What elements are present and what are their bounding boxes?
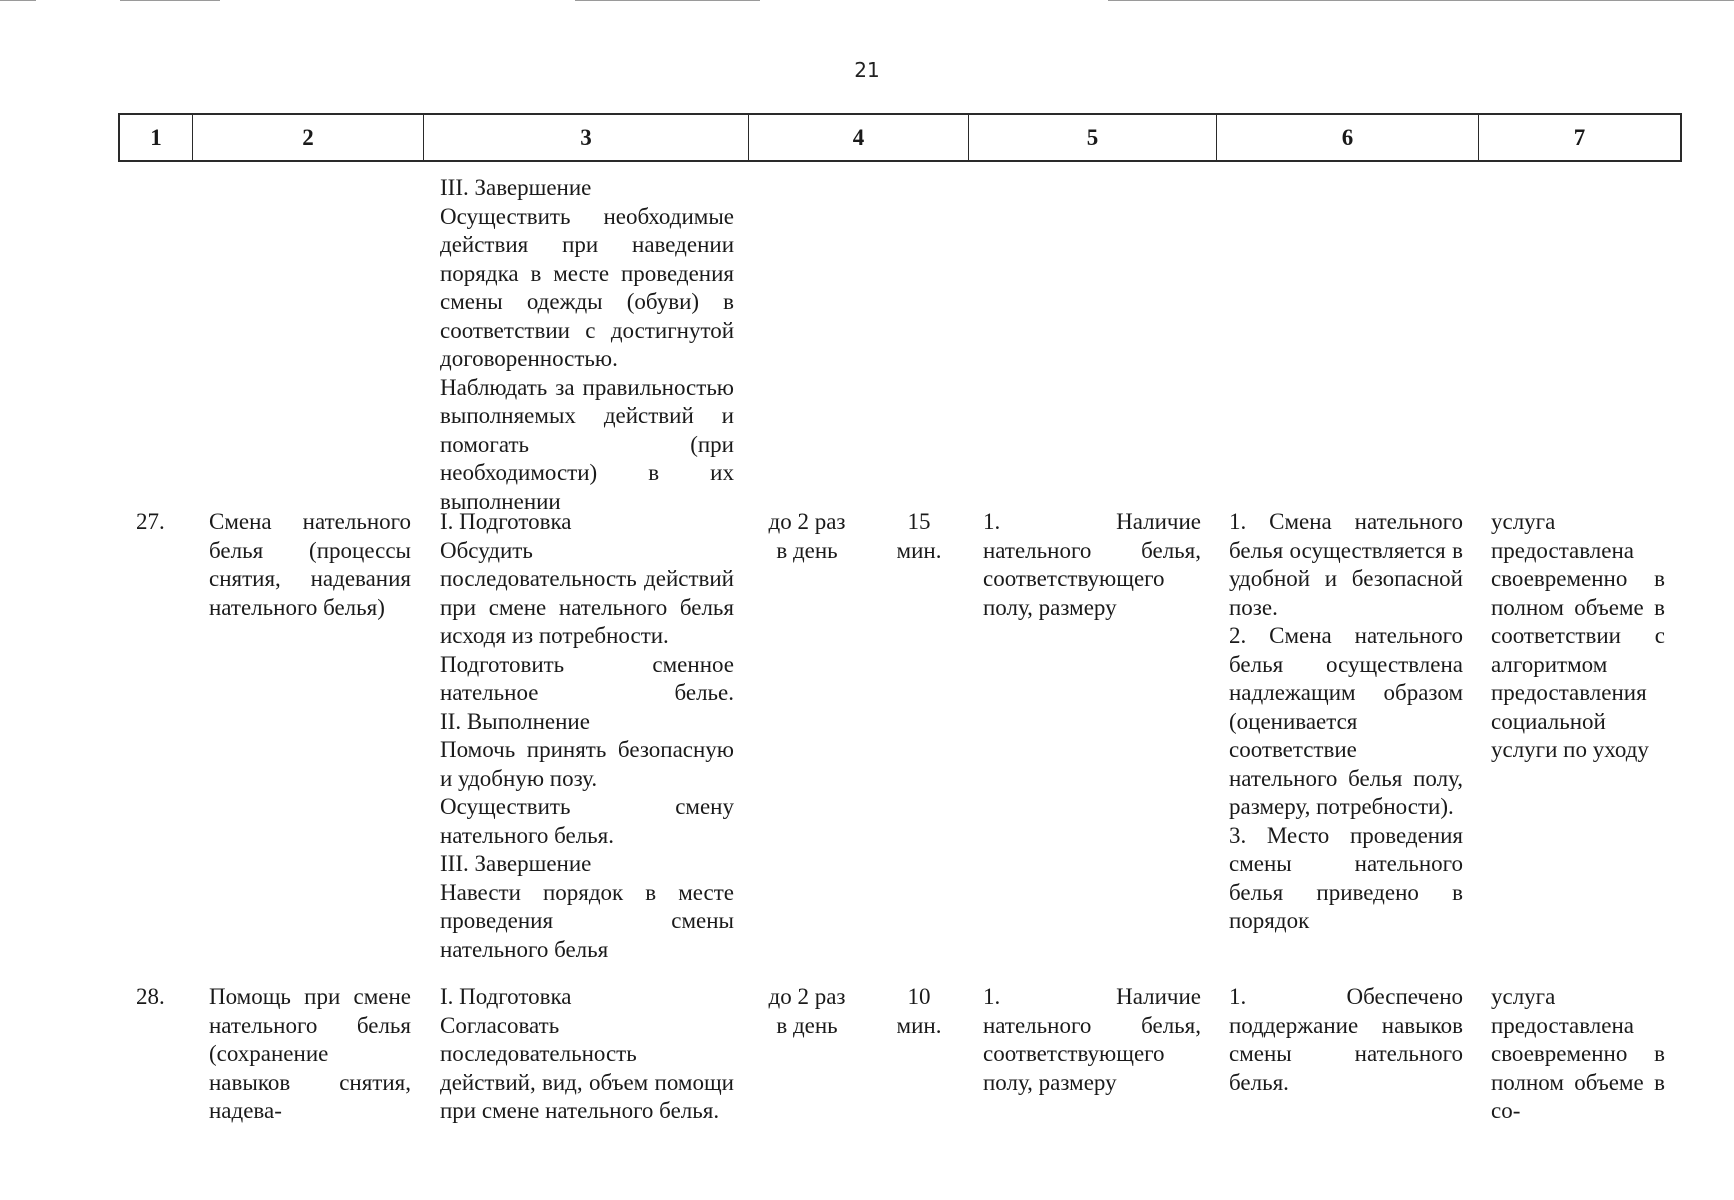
quality-item: 2. Смена нательного белья осуществлена надлежащим образом (оценивается соответствие нательного белья полу, размеру, потребности). (1229, 623, 1463, 819)
column-header-6: 6 (1217, 115, 1479, 160)
row-number: 28. (136, 984, 165, 1009)
step-heading: I. Подготовка (440, 509, 572, 534)
quality-item: 1. Смена нательного белья осуществляется в удобной и безопасной позе. (1229, 509, 1463, 620)
quality-item: 1. Обеспечено поддержание навыков смены нательного белья. (1229, 984, 1463, 1095)
column-header-4: 4 (749, 115, 969, 160)
duration-unit: мин. (896, 537, 942, 563)
column-header-7: 7 (1573, 124, 1586, 150)
column-header-5: 5 (969, 115, 1217, 160)
service-steps (440, 508, 734, 964)
column-header-1: 1 (120, 115, 193, 160)
step-text: Подготовить сменное нательное белье. (440, 651, 734, 705)
duration-value: 10 (907, 984, 931, 1009)
step-heading: II. Выполнение (440, 708, 590, 734)
scan-edge-line (0, 0, 36, 1)
step-text: Помочь принять безопасную и удобную позу. (440, 737, 734, 791)
frequency-line: до 2 раз (768, 984, 846, 1009)
step-text: Наблюдать за правильностью выполняемых действий и помогать (при необходимости) в их выполнении (440, 374, 734, 514)
row-number: 27. (136, 509, 165, 534)
service-result: услуга предоставлена своевременно в полном объеме в со- (1491, 984, 1665, 1123)
step-heading: III. Завершение (440, 851, 592, 876)
step-heading: I. Подготовка (440, 984, 572, 1009)
frequency-line: в день (776, 537, 838, 563)
duration (884, 983, 954, 1040)
service-conditions: 1. Наличие нательного белья, соответствующего полу, размеру (983, 509, 1201, 620)
frequency (760, 983, 854, 1040)
column-header-2: 2 (193, 115, 424, 160)
scan-edge-line (575, 0, 760, 1)
step-text: Навести порядок в месте проведения смены нательного белья (440, 879, 734, 962)
table-header-row (118, 113, 1682, 162)
quality-item: 3. Место проведения смены нательного белья приведено в порядок (1229, 822, 1463, 933)
quality-indicators (1229, 983, 1463, 1097)
duration-unit: мин. (896, 1012, 942, 1038)
frequency-line: до 2 раз (768, 509, 846, 534)
step-text: Согласовать последовательность действий, вид, объем помощи при смене нательного белья. (440, 1012, 734, 1123)
step-text: Осуществить необходимые действия при наведении порядка в месте проведения смены одежды (обуви) в соответствии с достигнутой договоренностью. (440, 203, 734, 371)
column-header-3: 3 (424, 115, 749, 160)
scan-edge-line (120, 0, 220, 1)
service-result: услуга предоставлена своевременно в полном объеме в соответствии с алгоритмом предоставления социальной услуги по уходу (1491, 509, 1665, 762)
scan-edge-line (1108, 0, 1734, 1)
service-steps (440, 983, 734, 1126)
continuation-steps (440, 174, 734, 516)
step-text: Обсудить последовательность действий при смене нательного белья исходя из потребности. (440, 537, 734, 648)
service-name: Помощь при смене нательного белья (сохранение навыков снятия, надева- (209, 984, 411, 1123)
page-number: 21 (854, 58, 880, 82)
frequency (760, 508, 854, 565)
frequency-line: в день (776, 1012, 838, 1038)
step-text: Осуществить смену нательного белья. (440, 794, 734, 848)
step-heading: III. Завершение (440, 175, 592, 200)
quality-indicators (1229, 508, 1463, 936)
service-name: Смена нательного белья (процессы снятия, надевания нательного белья) (209, 509, 411, 620)
service-conditions: 1. Наличие нательного белья, соответствующего полу, размеру (983, 984, 1201, 1095)
duration (884, 508, 954, 565)
duration-value: 15 (907, 509, 931, 534)
